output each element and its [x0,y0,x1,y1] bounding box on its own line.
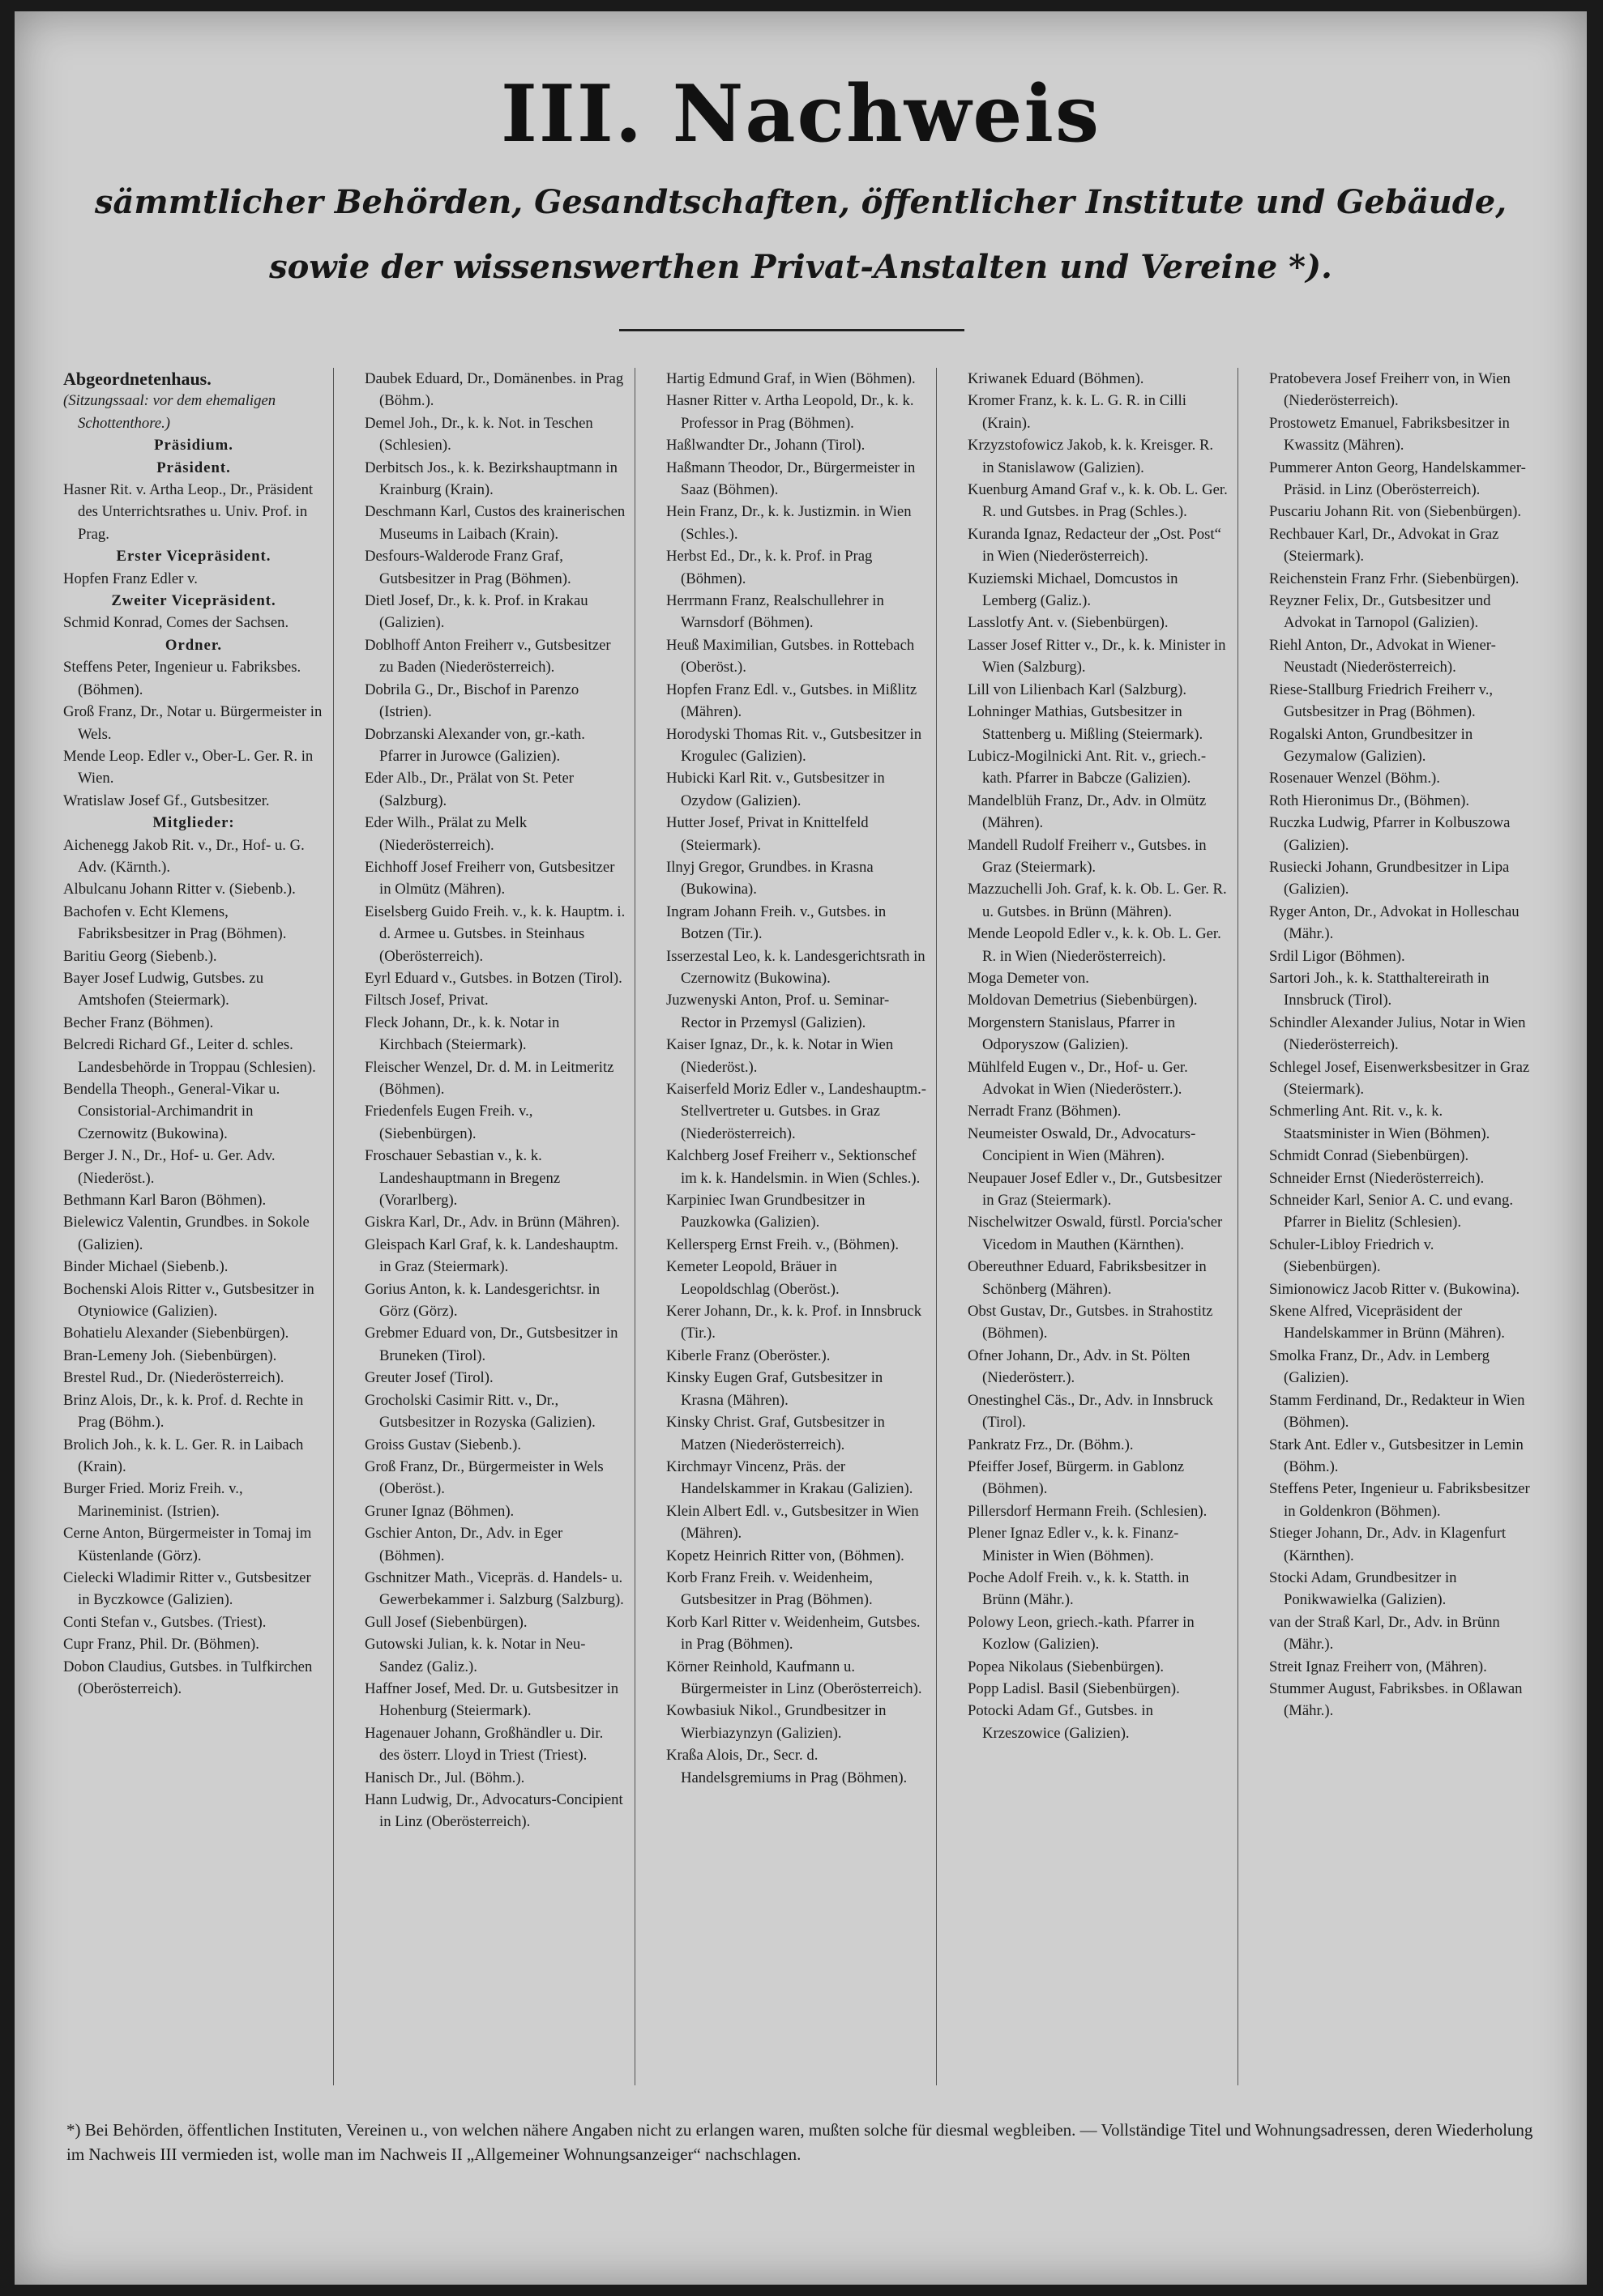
list-entry: Dietl Josef, Dr., k. k. Prof. in Krakau (Galizien). [365,592,588,632]
section-heading: Zweiter Vicepräsident. [111,592,276,610]
list-entry: Herrmann Franz, Realschullehrer in Warnsdorf (Böhmen). [666,592,884,632]
list-entry: Gorius Anton, k. k. Landesgerichtsr. in Görz (Görz). [365,1280,601,1321]
list-entry: Hann Ludwig, Dr., Advocaturs-Concipient in Linz (Oberösterreich). [365,1791,623,1831]
list-entry: Kriwanek Eduard (Böhmen). [968,370,1144,387]
list-entry: Klein Albert Edl. v., Gutsbesitzer in Wien (Mähren). [666,1502,919,1543]
list-entry: Popp Ladisl. Basil (Siebenbürgen). [968,1679,1180,1697]
list-entry: Kuenburg Amand Graf v., k. k. Ob. L. Ger. R. und Gutsbes. in Prag (Schles.). [968,481,1228,521]
column-3 [666,368,927,2090]
list-entry: Pankratz Frz., Dr. (Böhm.). [968,1436,1134,1453]
list-entry: Isserzestal Leo, k. k. Landesgerichtsrath in Czernowitz (Bukowina). [666,947,925,987]
list-entry: Grocholski Casimir Ritt. v., Dr., Gutsbesitzer in Rozyska (Galizien). [365,1391,596,1432]
list-entry: Kuziemski Michael, Domcustos in Lemberg (Galiz.). [968,570,1178,610]
list-entry: Ingram Johann Freih. v., Gutsbes. in Botzen (Tir.). [666,903,887,943]
list-entry: Kowbasiuk Nikol., Grundbesitzer in Wierbiazynzyn (Galizien). [666,1702,887,1742]
list-entry: Conti Stefan v., Gutsbes. (Triest). [63,1613,267,1631]
section-heading: Präsidium. [154,437,233,455]
list-entry: Bran-Lemeny Joh. (Siebenbürgen). [63,1346,277,1364]
list-entry: Körner Reinhold, Kaufmann u. Bürgermeister in Linz (Oberösterreich). [666,1658,922,1697]
list-entry: Mandell Rudolf Freiherr v., Gutsbes. in Graz (Steiermark). [968,836,1207,876]
list-entry: Skene Alfred, Vicepräsident der Handelskammer in Brünn (Mähren). [1269,1303,1505,1342]
list-entry: Kirchmayr Vincenz, Präs. der Handelskammer in Krakau (Galizien). [666,1457,913,1498]
list-entry: Berger J. N., Dr., Hof- u. Ger. Adv. (Niederöst.). [63,1147,276,1187]
list-entry: Baritiu Georg (Siebenb.). [63,947,217,965]
list-entry: Neupauer Josef Edler v., Dr., Gutsbesitzer in Graz (Steiermark). [968,1169,1222,1210]
list-entry: Pummerer Anton Georg, Handelskammer-Präsid. in Linz (Oberösterreich). [1269,459,1526,499]
list-entry: Groß Franz, Dr., Notar u. Bürgermeister in Wels. [63,703,323,743]
list-entry: Brolich Joh., k. k. L. Ger. R. in Laibach (Krain). [63,1436,304,1475]
list-entry: Eder Alb., Dr., Prälat von St. Peter (Salzburg). [365,770,574,809]
list-entry: Kraßa Alois, Dr., Secr. d. Handelsgremiums in Prag (Böhmen). [666,1747,908,1786]
list-entry: Simionowicz Jacob Ritter v. (Bukowina). [1269,1280,1520,1298]
list-entry: Friedenfels Eugen Freih. v., (Siebenbürgen). [365,1103,533,1142]
list-entry: Sartori Joh., k. k. Statthaltereirath in Innsbruck (Tirol). [1269,969,1490,1009]
list-entry: Hein Franz, Dr., k. k. Justizmin. in Wien (Schles.). [666,503,912,543]
list-entry: Grebmer Eduard von, Dr., Gutsbesitzer in Bruneken (Tirol). [365,1325,618,1364]
list-entry: Ruczka Ludwig, Pfarrer in Kolbuszowa (Galizien). [1269,814,1511,854]
list-entry: Ilnyj Gregor, Grundbes. in Krasna (Bukowina). [666,858,874,898]
list-entry: Kinsky Eugen Graf, Gutsbesitzer in Krasna (Mähren). [666,1369,883,1409]
page-title: III. Nachweis [501,68,1101,160]
list-entry: Eder Wilh., Prälat zu Melk (Niederösterreich). [365,814,528,854]
list-entry: Bielewicz Valentin, Grundbes. in Sokole (Galizien). [63,1214,310,1253]
list-entry: Haßlwandter Dr., Johann (Tirol). [666,437,866,455]
list-entry: Eyrl Eduard v., Gutsbes. in Botzen (Tirol). [365,969,622,987]
list-entry: Hasner Rit. v. Artha Leop., Dr., Präsident des Unterrichtsrathes u. Univ. Prof. in Prag. [63,481,314,543]
list-entry: Rosenauer Wenzel (Böhm.). [1269,770,1440,787]
list-entry: Rusiecki Johann, Grundbesitzer in Lipa (Galizien). [1269,858,1510,898]
list-entry: Gull Josef (Siebenbürgen). [365,1613,528,1631]
list-entry: Kinsky Christ. Graf, Gutsbesitzer in Matzen (Niederösterreich). [666,1414,885,1453]
list-entry: Becher Franz (Böhmen). [63,1014,214,1031]
list-entry: Hutter Josef, Privat in Knittelfeld (Steiermark). [666,814,869,854]
list-entry: Greuter Josef (Tirol). [365,1369,494,1387]
list-entry: Hanisch Dr., Jul. (Böhm.). [365,1769,525,1786]
list-entry: Onestinghel Cäs., Dr., Adv. in Innsbruck (Tirol). [968,1391,1213,1432]
list-entry: Streit Ignaz Freiherr von, (Mähren). [1269,1658,1487,1675]
list-entry: Giskra Karl, Dr., Adv. in Brünn (Mähren). [365,1214,620,1231]
list-entry: Roth Hieronimus Dr., (Böhmen). [1269,792,1470,809]
section-heading: Mitglieder: [152,814,235,832]
list-entry: Steffens Peter, Ingenieur u. Fabriksbesitzer in Goldenkron (Böhmen). [1269,1480,1530,1520]
list-entry: Bethmann Karl Baron (Böhmen). [63,1192,267,1210]
list-entry: Rogalski Anton, Grundbesitzer in Gezymalow (Galizien). [1269,725,1473,765]
list-entry: Schneider Karl, Senior A. C. und evang. Pfarrer in Bielitz (Schlesien). [1269,1192,1514,1231]
list-entry: Albulcanu Johann Ritter v. (Siebenb.). [63,881,296,898]
list-entry: Mühlfeld Eugen v., Dr., Hof- u. Ger. Advokat in Wien (Niederösterr.). [968,1058,1188,1098]
list-entry: Potocki Adam Gf., Gutsbes. in Krzeszowice (Galizien). [968,1702,1153,1742]
list-entry: Kerer Johann, Dr., k. k. Prof. in Innsbruck (Tir.). [666,1303,922,1342]
list-entry: Morgenstern Stanislaus, Pfarrer in Odporyszow (Galizien). [968,1014,1176,1054]
list-entry: Bayer Josef Ludwig, Gutsbes. zu Amtshofen (Steiermark). [63,969,264,1009]
list-entry: Schlegel Josef, Eisenwerksbesitzer in Graz (Steiermark). [1269,1058,1530,1098]
list-entry: Gschnitzer Math., Vicepräs. d. Handels- u. Gewerbekammer i. Salzburg (Salzburg). [365,1568,624,1609]
list-entry: Lill von Lilienbach Karl (Salzburg). [968,681,1187,698]
list-entry: Smolka Franz, Dr., Adv. in Lemberg (Galizien). [1269,1346,1490,1387]
list-entry: Gschier Anton, Dr., Adv. in Eger (Böhmen). [365,1525,563,1564]
list-entry: Reyzner Felix, Dr., Gutsbesitzer und Advokat in Tarnopol (Galizien). [1269,592,1491,632]
list-entry: Binder Michael (Siebenb.). [63,1258,229,1276]
list-entry: Stocki Adam, Grundbesitzer in Ponikwawielka (Galizien). [1269,1568,1457,1609]
list-entry: Neumeister Oswald, Dr., Advocaturs-Concipient in Wien (Mähren). [968,1125,1196,1165]
list-entry: Burger Fried. Moriz Freih. v., Marineminist. (Istrien). [63,1480,243,1520]
page-subtitle-line2: sowie der wissenswerthen Privat-Anstalten und Vereine *). [269,248,1332,286]
list-entry: Derbitsch Jos., k. k. Bezirkshauptmann in Krainburg (Krain). [365,459,618,499]
list-entry: Mandelblüh Franz, Dr., Adv. in Olmütz (Mähren). [968,792,1207,832]
list-entry: Brestel Rud., Dr. (Niederösterreich). [63,1369,284,1387]
list-entry: Bochenski Alois Ritter v., Gutsbesitzer in Otyniowice (Galizien). [63,1280,314,1321]
list-entry: Deschmann Karl, Custos des krainerischen Museums in Laibach (Krain). [365,503,626,543]
list-entry: Gutowski Julian, k. k. Notar in Neu-Sandez (Galiz.). [365,1636,586,1675]
list-entry: Aichenegg Jakob Rit. v., Dr., Hof- u. G. Adv. (Kärnth.). [63,836,305,876]
scanned-page [15,11,1587,2285]
list-entry: Popea Nikolaus (Siebenbürgen). [968,1658,1165,1675]
list-entry: Riehl Anton, Dr., Advokat in Wiener-Neustadt (Niederösterreich). [1269,636,1496,676]
list-entry: Hasner Ritter v. Artha Leopold, Dr., k. k. Professor in Prag (Böhmen). [666,392,914,432]
list-entry: Heuß Maximilian, Gutsbes. in Rottebach (Oberöst.). [666,636,915,676]
list-entry: Kaiserfeld Moriz Edler v., Landeshauptm.-Stellvertreter u. Gutsbes. in Graz (Niederösterreich). [666,1081,927,1142]
list-entry: Groß Franz, Dr., Bürgermeister in Wels (Oberöst.). [365,1457,604,1498]
list-entry: Cupr Franz, Phil. Dr. (Böhmen). [63,1636,259,1654]
column-4 [968,368,1229,2090]
list-entry: Stark Ant. Edler v., Gutsbesitzer in Lemin (Böhm.). [1269,1436,1524,1475]
list-entry: Schindler Alexander Julius, Notar in Wien (Niederösterreich). [1269,1014,1526,1054]
list-entry: Schmerling Ant. Rit. v., k. k. Staatsminister in Wien (Böhmen). [1269,1103,1490,1142]
list-entry: Kiberle Franz (Oberöster.). [666,1346,831,1364]
section-heading: Abgeordnetenhaus. [63,369,212,389]
list-entry: Wratislaw Josef Gf., Gutsbesitzer. [63,792,270,809]
list-entry: Bohatielu Alexander (Siebenbürgen). [63,1325,289,1342]
list-entry: Pillersdorf Hermann Freih. (Schlesien). [968,1502,1208,1520]
list-entry: Ryger Anton, Dr., Advokat in Holleschau (Mähr.). [1269,903,1520,943]
list-entry: Haffner Josef, Med. Dr. u. Gutsbesitzer in Hohenburg (Steiermark). [365,1679,619,1720]
list-entry: Desfours-Walderode Franz Graf, Gutsbesitzer in Prag (Böhmen). [365,548,571,587]
list-entry: Plener Ignaz Edler v., k. k. Finanz-Minister in Wien (Böhmen). [968,1525,1179,1564]
list-entry: Dobrila G., Dr., Bischof in Parenzo (Istrien). [365,681,579,721]
list-entry: Srdil Ligor (Böhmen). [1269,947,1405,965]
list-entry: Lasser Josef Ritter v., Dr., k. k. Minister in Wien (Salzburg). [968,636,1226,676]
list-entry: Hartig Edmund Graf, in Wien (Böhmen). [666,370,916,387]
list-entry: Kellersperg Ernst Freih. v., (Böhmen). [666,1235,899,1253]
list-entry: Demel Joh., Dr., k. k. Not. in Teschen (Schlesien). [365,414,593,455]
list-entry: Horodyski Thomas Rit. v., Gutsbesitzer in Krogulec (Galizien). [666,725,922,765]
list-entry: Mende Leopold Edler v., k. k. Ob. L. Ger. R. in Wien (Niederösterreich). [968,925,1221,965]
list-entry: Herbst Ed., Dr., k. k. Prof. in Prag (Böhmen). [666,548,873,587]
list-entry: Bachofen v. Echt Klemens, Fabriksbesitzer in Prag (Böhmen). [63,903,287,943]
list-entry: Prostowetz Emanuel, Fabriksbesitzer in Kwassitz (Mähren). [1269,414,1510,455]
list-entry: Kromer Franz, k. k. L. G. R. in Cilli (Krain). [968,392,1186,432]
list-entry: Froschauer Sebastian v., k. k. Landeshauptmann in Bregenz (Vorarlberg). [365,1147,561,1210]
list-entry: Rechbauer Karl, Dr., Advokat in Graz (Steiermark). [1269,525,1499,565]
list-entry: Reichenstein Franz Frhr. (Siebenbürgen). [1269,570,1520,587]
list-entry: Juzwenyski Anton, Prof. u. Seminar-Rector in Przemysl (Galizien). [666,992,890,1031]
list-entry: Kuranda Ignaz, Redacteur der „Ost. Post“ in Wien (Niederösterreich). [968,525,1221,565]
column-2 [365,368,626,2090]
list-entry: Korb Franz Freih. v. Weidenheim, Gutsbesitzer in Prag (Böhmen). [666,1568,873,1609]
column-divider [936,368,937,2085]
list-entry: Steffens Peter, Ingenieur u. Fabriksbes. (Böhmen). [63,659,301,698]
footnote-text: *) Bei Behörden, öffentlichen Instituten, Vereinen u., von welchen nähere Angaben nicht zu erlangen waren, mußten solche für diesmal wegbleiben. — Vollständige Titel und Wohnungsadressen, deren Wiederholung im Nachweis III vermieden ist, wolle man im Nachweis II „Allgemeiner Wohnungsanzeiger“ nachschlagen. [66,2120,1533,2164]
list-entry: Hopfen Franz Edl. v., Gutsbes. in Mißlitz (Mähren). [666,681,917,721]
list-entry: Schneider Ernst (Niederösterreich). [1269,1169,1485,1187]
list-entry: Kaiser Ignaz, Dr., k. k. Notar in Wien (Niederöst.). [666,1036,894,1076]
list-entry: Eichhoff Josef Freiherr von, Gutsbesitzer in Olmütz (Mähren). [365,858,615,898]
column-divider [333,368,334,2085]
list-entry: Eiselsberg Guido Freih. v., k. k. Hauptm. i. d. Armee u. Gutsbes. in Steinhaus (Oberösterreich). [365,903,626,965]
list-entry: Pratobevera Josef Freiherr von, in Wien (Niederösterreich). [1269,370,1511,410]
column-1 [63,368,324,2090]
list-entry: Nischelwitzer Oswald, fürstl. Porcia'scher Vicedom in Mauthen (Kärnthen). [968,1214,1223,1253]
list-entry: Dobrzanski Alexander von, gr.-kath. Pfarrer in Jurowce (Galizien). [365,725,585,765]
list-entry: Lubicz-Mogilnicki Ant. Rit. v., griech.-kath. Pfarrer in Babcze (Galizien). [968,747,1207,787]
list-entry: Haßmann Theodor, Dr., Bürgermeister in Saaz (Böhmen). [666,459,916,499]
list-entry: Moga Demeter von. [968,969,1089,987]
list-entry: Filtsch Josef, Privat. [365,992,489,1009]
footnote [66,2118,1533,2166]
list-entry: Schmid Konrad, Comes der Sachsen. [63,614,289,632]
list-entry: Riese-Stallburg Friedrich Freiherr v., Gutsbesitzer in Prag (Böhmen). [1269,681,1494,721]
list-entry: Korb Karl Ritter v. Weidenheim, Gutsbes. in Prag (Böhmen). [666,1613,921,1654]
list-entry: Doblhoff Anton Freiherr v., Gutsbesitzer zu Baden (Niederösterreich). [365,636,611,676]
list-entry: Cerne Anton, Bürgermeister in Tomaj im Küstenlande (Görz). [63,1525,312,1564]
list-entry: Krzyzstofowicz Jakob, k. k. Kreisger. R. in Stanislawow (Galizien). [968,437,1214,476]
list-entry: Lasslotfy Ant. v. (Siebenbürgen). [968,614,1169,632]
section-heading: Erster Vicepräsident. [116,548,271,565]
section-heading: Präsident. [156,459,231,476]
list-entry: van der Straß Karl, Dr., Adv. in Brünn (Mähr.). [1269,1613,1500,1654]
section-note: (Sitzungssaal: vor dem ehemaligen Schottenthore.) [63,392,276,432]
list-entry: Schuler-Libloy Friedrich v. (Siebenbürgen). [1269,1235,1434,1276]
list-entry: Fleck Johann, Dr., k. k. Notar in Kirchbach (Steiermark). [365,1014,560,1054]
list-entry: Schmidt Conrad (Siebenbürgen). [1269,1147,1469,1165]
list-entry: Mende Leop. Edler v., Ober-L. Ger. R. in Wien. [63,747,314,787]
list-entry: Mazzuchelli Joh. Graf, k. k. Ob. L. Ger. R. u. Gutsbes. in Brünn (Mähren). [968,881,1227,920]
list-entry: Hopfen Franz Edler v. [63,570,198,587]
list-entry: Lohninger Mathias, Gutsbesitzer in Stattenberg u. Mißling (Steiermark). [968,703,1203,743]
list-entry: Hubicki Karl Rit. v., Gutsbesitzer in Ozydow (Galizien). [666,770,885,809]
list-entry: Stieger Johann, Dr., Adv. in Klagenfurt (Kärnthen). [1269,1525,1507,1564]
list-entry: Obereuthner Eduard, Fabriksbesitzer in Schönberg (Mähren). [968,1258,1207,1298]
list-entry: Nerradt Franz (Böhmen). [968,1103,1122,1120]
list-entry: Fleischer Wenzel, Dr. d. M. in Leitmeritz (Böhmen). [365,1058,614,1098]
list-entry: Stummer August, Fabriksbes. in Oßlawan (Mähr.). [1269,1679,1523,1720]
list-entry: Dobon Claudius, Gutsbes. in Tulfkirchen (Oberösterreich). [63,1658,313,1697]
list-entry: Poche Adolf Freih. v., k. k. Statth. in Brünn (Mähr.). [968,1568,1190,1609]
list-entry: Bendella Theoph., General-Vikar u. Consistorial-Archimandrit in Czernowitz (Bukowina). [63,1081,280,1142]
list-entry: Hagenauer Johann, Großhändler u. Dir. des österr. Lloyd in Triest (Triest). [365,1724,604,1765]
list-entry: Karpiniec Iwan Grundbesitzer in Pauzkowka (Galizien). [666,1192,866,1231]
list-entry: Kalchberg Josef Freiherr v., Sektionschef im k. k. Handelsmin. in Wien (Schles.). [666,1147,921,1187]
list-entry: Stamm Ferdinand, Dr., Redakteur in Wien (Böhmen). [1269,1391,1525,1432]
list-entry: Polowy Leon, griech.-kath. Pfarrer in Kozlow (Galizien). [968,1613,1195,1654]
list-entry: Cielecki Wladimir Ritter v., Gutsbesitzer in Byczkowce (Galizien). [63,1568,311,1609]
section-heading: Ordner. [165,636,223,654]
list-entry: Pfeiffer Josef, Bürgerm. in Gablonz (Böhmen). [968,1457,1185,1498]
list-entry: Puscariu Johann Rit. von (Siebenbürgen). [1269,503,1522,521]
list-entry: Kemeter Leopold, Bräuer in Leopoldschlag (Oberöst.). [666,1258,840,1298]
list-entry: Brinz Alois, Dr., k. k. Prof. d. Rechte in Prag (Böhm.). [63,1391,304,1432]
title-rule [619,329,964,331]
list-entry: Kopetz Heinrich Ritter von, (Böhmen). [666,1547,904,1564]
list-entry: Obst Gustav, Dr., Gutsbes. in Strahostitz (Böhmen). [968,1303,1213,1342]
column-5 [1269,368,1530,2090]
list-entry: Gleispach Karl Graf, k. k. Landeshauptm. in Graz (Steiermark). [365,1235,618,1276]
list-entry: Daubek Eduard, Dr., Domänenbes. in Prag (Böhm.). [365,370,624,410]
list-entry: Moldovan Demetrius (Siebenbürgen). [968,992,1198,1009]
list-entry: Groiss Gustav (Siebenb.). [365,1436,522,1453]
list-entry: Belcredi Richard Gf., Leiter d. schles. Landesbehörde in Troppau (Schlesien). [63,1036,316,1076]
page-subtitle-line1: sämmtlicher Behörden, Gesandtschaften, öffentlicher Institute und Gebäude, [94,183,1507,221]
list-entry: Ofner Johann, Dr., Adv. in St. Pölten (Niederösterr.). [968,1346,1190,1387]
list-entry: Gruner Ignaz (Böhmen). [365,1502,515,1520]
